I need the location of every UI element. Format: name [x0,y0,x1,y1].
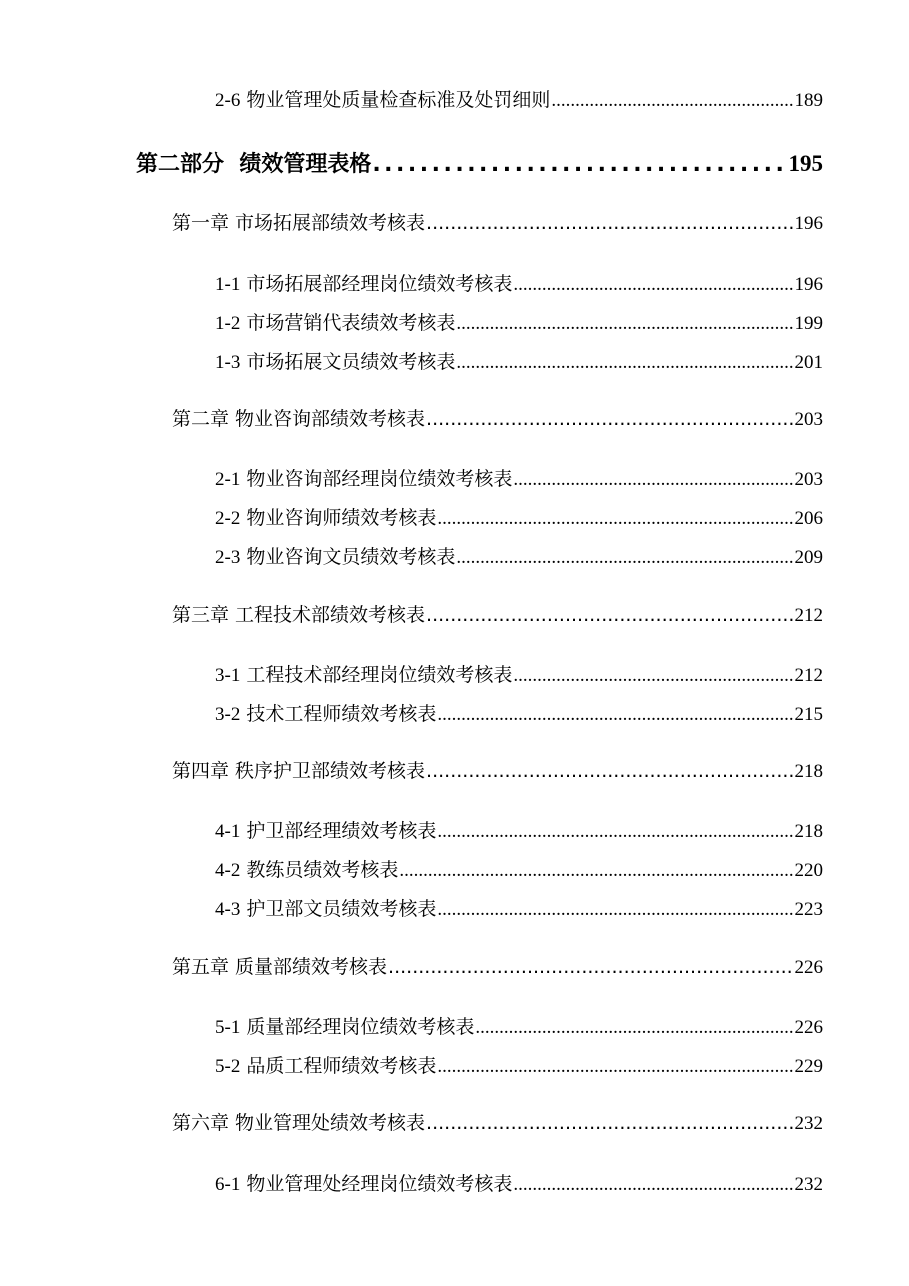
toc-page-number: 226 [794,957,823,978]
dot-leader [426,214,793,233]
toc-page-number: 196 [794,274,823,295]
toc-entry-chapter[interactable] [172,1114,823,1133]
toc-entry-chapter[interactable] [172,214,823,233]
toc-entry-section[interactable] [215,1018,823,1037]
toc-entry-section[interactable] [215,353,823,372]
toc-page-number: 189 [794,90,823,111]
dot-leader [456,314,793,333]
dot-leader [437,822,793,841]
dot-leader [456,548,793,567]
toc-entry-section[interactable] [215,666,823,685]
toc-entry-number: 2-6 [215,90,241,111]
toc-page-number: 226 [794,1017,823,1038]
toc-entry-title [215,353,455,372]
dot-leader [475,1018,793,1037]
toc-page-number: 212 [794,605,823,626]
toc-entry-number: 3-2 [215,704,241,725]
dot-leader [426,1114,793,1133]
toc-entry-title [215,91,550,110]
toc-entry-text: 第二部分 绩效管理表格 [136,152,372,177]
dot-leader [426,410,793,429]
toc-entry-number: 1-3 [215,352,241,373]
dot-leader [426,606,793,625]
toc-entry-number: 1-2 [215,313,241,334]
toc-entry-section[interactable] [215,470,823,489]
toc-entry-title [215,822,436,841]
toc-entry-section[interactable] [215,275,823,294]
toc-entry-text: 物业管理处经理岗位绩效考核表 [246,1174,513,1195]
toc-page-number: 218 [794,761,823,782]
toc-entry-text: 第三章 工程技术部绩效考核表 [172,604,426,626]
toc-page-number: 209 [794,547,823,568]
toc-entry-number: 3-1 [215,665,241,686]
toc-entry-section[interactable] [215,1175,823,1194]
toc-page-number: 218 [794,821,823,842]
toc-entry-text: 物业咨询部经理岗位绩效考核表 [246,469,513,490]
dot-leader [437,705,793,724]
toc-entry-text: 技术工程师绩效考核表 [246,704,437,725]
toc-entry-text: 市场拓展部经理岗位绩效考核表 [246,274,513,295]
toc-entry-chapter[interactable] [172,762,823,781]
toc-entry-section[interactable] [215,900,823,919]
toc-page-number: 206 [794,508,823,529]
toc-page-number: 232 [794,1113,823,1134]
toc-page-number: 201 [794,352,823,373]
toc-entry-text: 第四章 秩序护卫部绩效考核表 [172,760,426,782]
toc-entry-text: 第一章 市场拓展部绩效考核表 [172,212,426,234]
toc-page-number: 195 [788,151,823,176]
toc-entry-text: 第六章 物业管理处绩效考核表 [172,1112,426,1134]
dot-leader [513,275,793,294]
toc-entry-number: 4-3 [215,899,241,920]
toc-entry-text: 物业咨询师绩效考核表 [246,508,437,529]
toc-entry-part[interactable] [136,152,823,176]
toc-entry-chapter[interactable] [172,410,823,429]
dot-leader [399,861,793,880]
toc-entry-title [215,314,455,333]
dot-leader [513,470,793,489]
toc-entry-title [215,548,455,567]
toc-entry-text: 质量部经理岗位绩效考核表 [246,1017,475,1038]
toc-entry-section[interactable] [215,861,823,880]
toc-entry-number: 6-1 [215,1174,241,1195]
toc-entry-text: 物业咨询文员绩效考核表 [246,547,456,568]
toc-entry-title [215,470,512,489]
toc-page-number: 229 [794,1056,823,1077]
toc-entry-number: 4-1 [215,821,241,842]
toc-entry-section[interactable] [215,91,823,110]
toc-entry-text: 品质工程师绩效考核表 [246,1056,437,1077]
toc-entry-section[interactable] [215,509,823,528]
dot-leader [456,353,793,372]
toc-entry-section[interactable] [215,314,823,333]
toc-entry-section[interactable] [215,822,823,841]
toc-entry-number: 1-1 [215,274,241,295]
dot-leader [372,154,787,176]
dot-leader [437,900,793,919]
toc-entry-title [215,1057,436,1076]
toc-entry-number: 5-1 [215,1017,241,1038]
toc-entry-title [215,705,436,724]
toc-entry-section[interactable] [215,548,823,567]
toc-entry-text: 护卫部文员绩效考核表 [246,899,437,920]
toc-entry-text: 护卫部经理绩效考核表 [246,821,437,842]
dot-leader [426,762,793,781]
toc-entry-chapter[interactable] [172,606,823,625]
toc-entry-number: 2-2 [215,508,241,529]
toc-entry-text: 市场拓展文员绩效考核表 [246,352,456,373]
dot-leader [551,91,793,110]
toc-entry-text: 市场营销代表绩效考核表 [246,313,456,334]
toc-entry-text: 第五章 质量部绩效考核表 [172,956,388,978]
toc-entry-title [215,1018,474,1037]
dot-leader [388,958,793,977]
toc-entry-title [215,1175,512,1194]
dot-leader [513,1175,793,1194]
toc-page-number: 199 [794,313,823,334]
toc-entry-text: 物业管理处质量检查标准及处罚细则 [246,90,551,111]
toc-entry-section[interactable] [215,705,823,724]
toc-page-number: 203 [794,409,823,430]
toc-entry-number: 2-1 [215,469,241,490]
toc-entry-title [215,666,512,685]
toc-entry-title [215,509,436,528]
toc-entry-number: 2-3 [215,547,241,568]
toc-entry-section[interactable] [215,1057,823,1076]
toc-page-number: 215 [794,704,823,725]
dot-leader [513,666,793,685]
toc-page-number: 232 [794,1174,823,1195]
toc-entry-title [215,275,512,294]
toc-entry-number: 4-2 [215,860,241,881]
toc-entry-chapter[interactable] [172,958,823,977]
toc-entry-text: 第二章 物业咨询部绩效考核表 [172,408,426,430]
toc-page-number: 223 [794,899,823,920]
toc-page-number: 203 [794,469,823,490]
toc-page-number: 196 [794,213,823,234]
dot-leader [437,509,793,528]
toc-entry-text: 工程技术部经理岗位绩效考核表 [246,665,513,686]
toc-entry-title [215,861,398,880]
toc-page-number: 220 [794,860,823,881]
toc-page-number: 212 [794,665,823,686]
toc-entry-number: 5-2 [215,1056,241,1077]
toc-entry-title [215,900,436,919]
dot-leader [437,1057,793,1076]
toc-entry-text: 教练员绩效考核表 [246,860,399,881]
